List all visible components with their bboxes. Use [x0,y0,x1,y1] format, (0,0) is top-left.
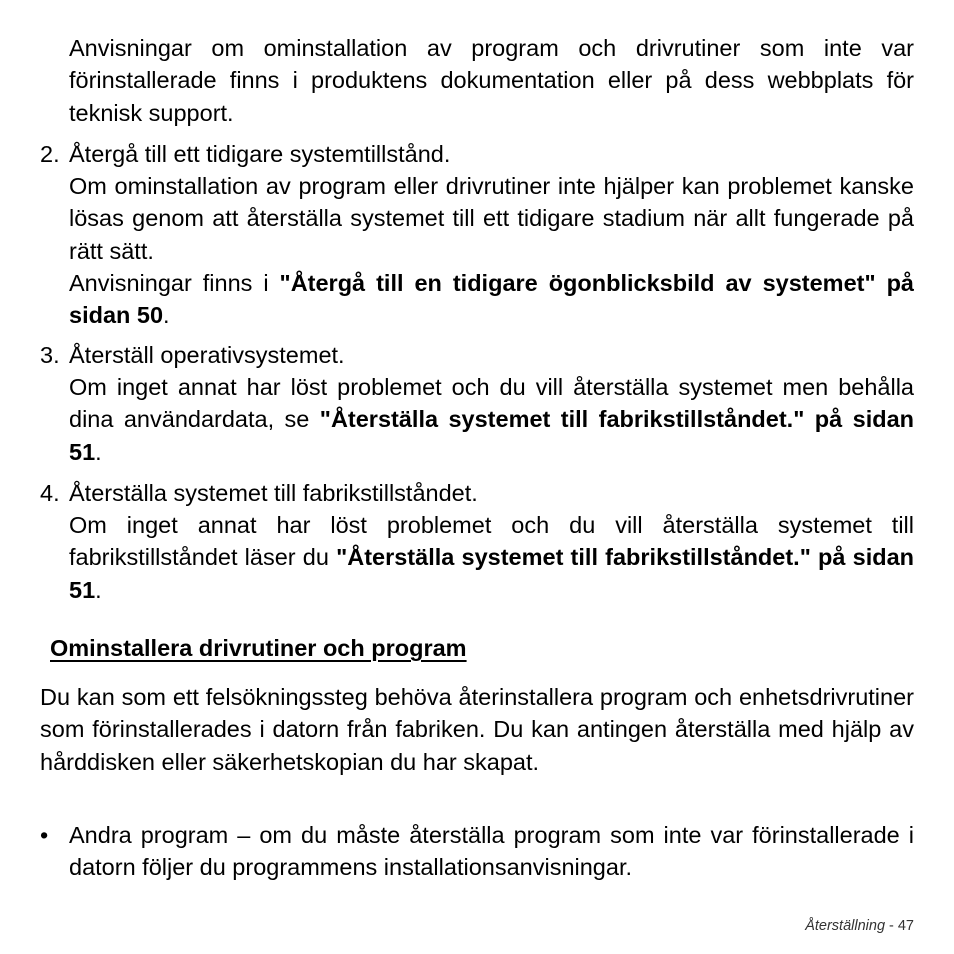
step-number: 2. [40,141,60,167]
bullet-text: Andra program – om du måste återställa program som inte var förinstallerade i datorn följer du programmens installationsanvisningar. [69,822,914,881]
section-heading: Ominstallera drivrutiner och program [50,635,467,661]
step-3-reference [69,371,914,468]
reference-link-text: "Återställa systemet till fabrikstillståndet." på sidan 51 [69,406,914,465]
footer-section-name: Återställning [805,918,886,934]
intro-paragraph: Anvisningar om ominstallation av program och drivrutiner som inte var förinstallerade finns i produktens dokumentation eller på dess webbplats för teknisk support. [69,35,914,126]
reference-suffix: . [95,438,102,465]
step-number: 4. [40,480,60,506]
reference-prefix: Anvisningar finns i [69,270,280,296]
footer-separator: - [889,918,894,934]
step-2-title-row [40,138,914,170]
step-title: Återgå till ett tidigare systemtillstånd. [69,141,451,167]
page-footer [805,917,914,935]
bullet-mark: • [40,822,49,848]
reference-suffix: . [95,576,102,603]
section-paragraph: Du kan som ett felsökningssteg behöva återinstallera program och enhetsdrivrutiner som förinstallerades i datorn från fabriken. Du kan antingen återställa med hjälp av hårddisken eller säkerhetskopian du har skapat. [40,684,914,775]
reference-link-text: "Återställa systemet till fabrikstillståndet." på sidan 51 [69,544,914,603]
step-4-reference [69,509,914,606]
step-number: 3. [40,342,60,368]
step-title: Återställ operativsystemet. [69,342,345,368]
step-4-title-row [40,477,914,509]
page-number: 47 [897,918,914,934]
step-3-title-row [40,339,914,371]
reference-prefix: Om inget annat har löst problemet och du vill återställa systemet till fabrikstillståndet läser du [69,512,914,571]
reference-link-text: "Återgå till en tidigare ögonblicksbild av systemet" på sidan 50 [69,270,914,329]
step-2-reference [69,267,914,332]
step-title: Återställa systemet till fabrikstillståndet. [69,480,478,506]
reference-suffix: . [163,302,170,329]
reference-prefix: Om inget annat har löst problemet och du vill återställa systemet men behålla dina användardata, se [69,374,914,433]
step-2-paragraph: Om ominstallation av program eller drivrutiner inte hjälper kan problemet kanske lösas genom att återställa systemet till ett tidigare stadium när allt fungerade på rätt sätt. [69,173,914,264]
